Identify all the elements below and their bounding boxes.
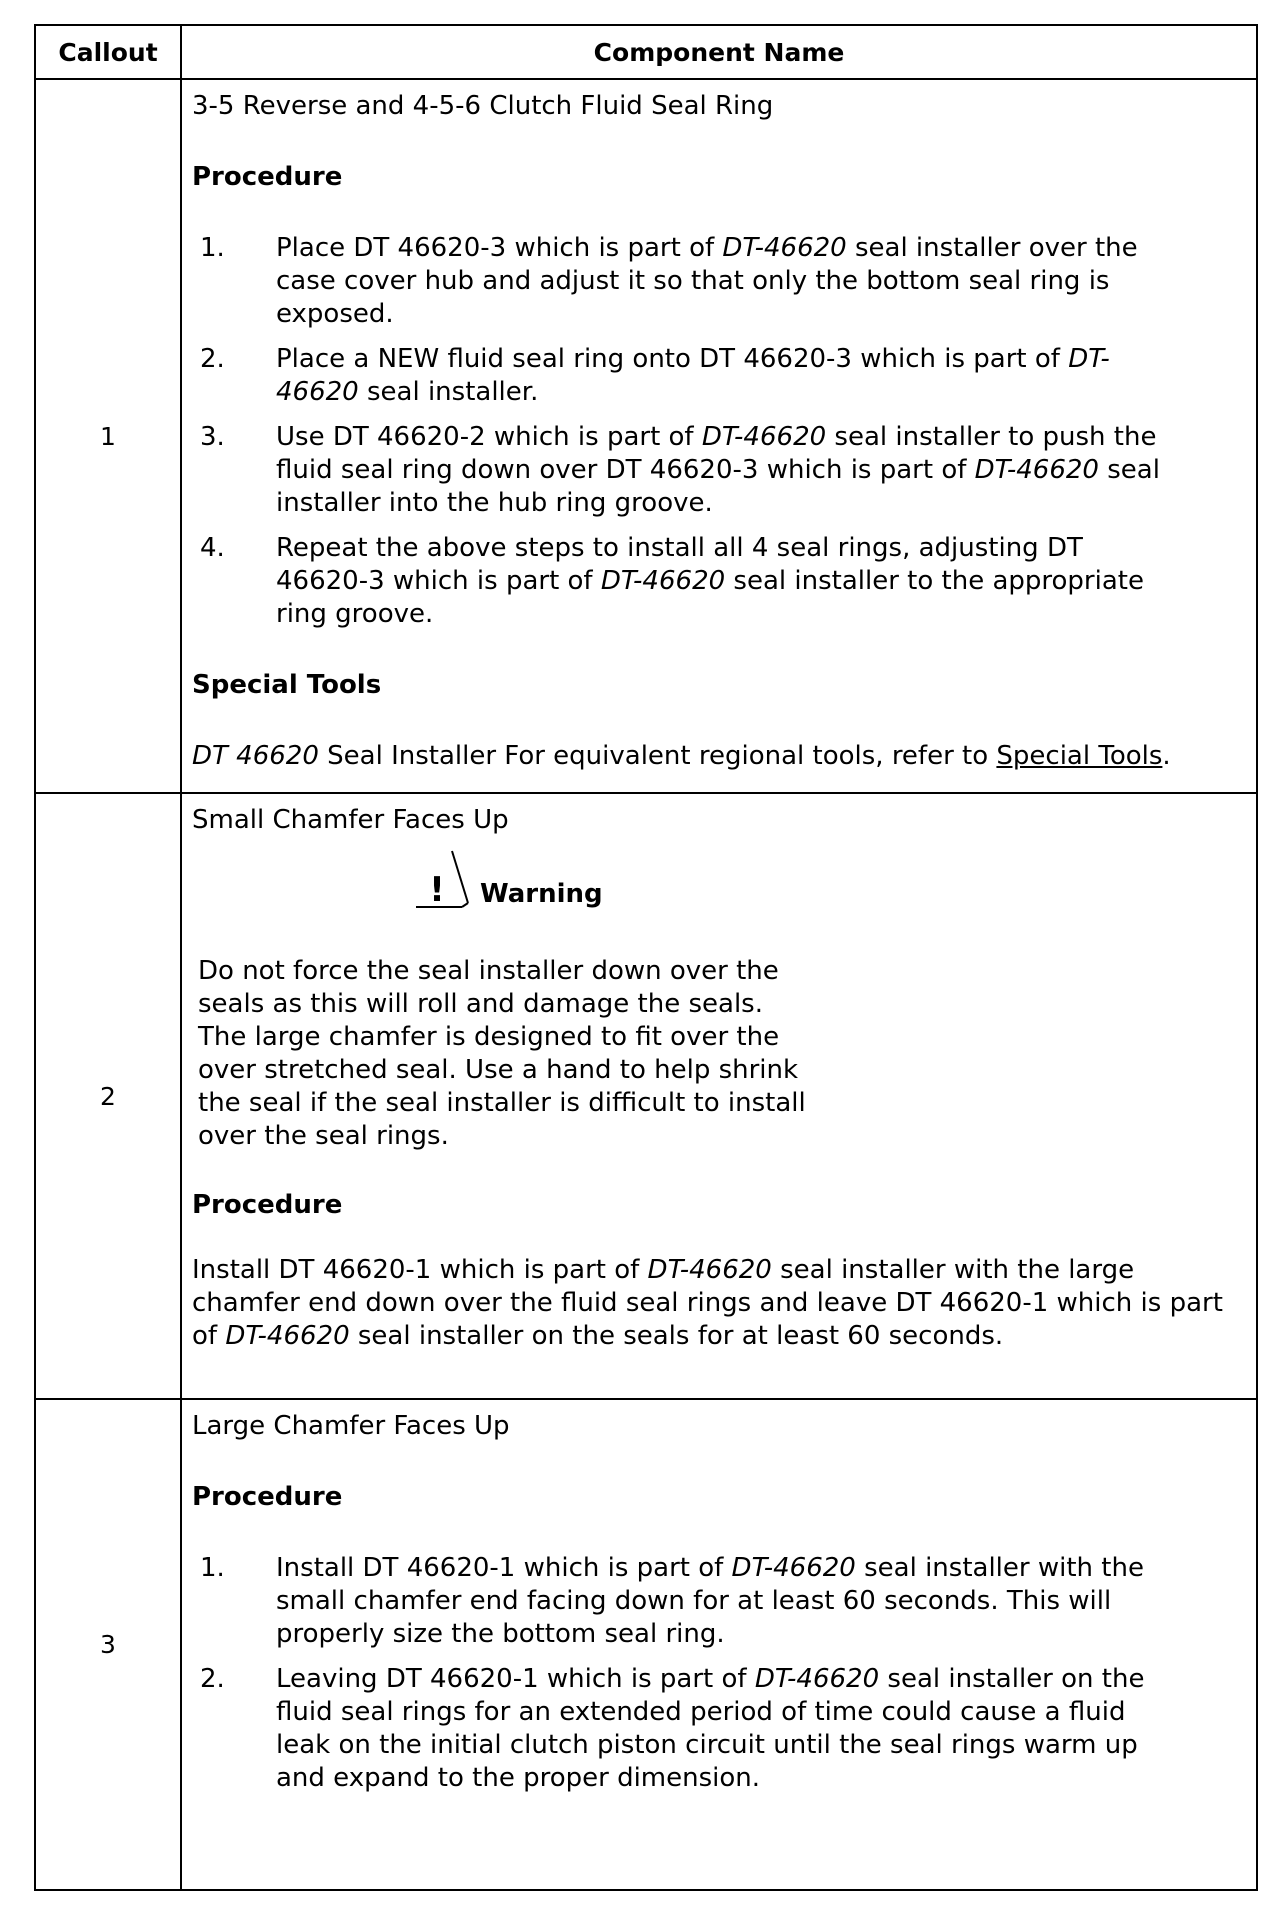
- callout-number: 3: [35, 1399, 181, 1890]
- component-cell: [181, 793, 1257, 1399]
- tool-reference: DT-46620: [974, 455, 1099, 485]
- step-number: 3.: [200, 422, 225, 452]
- warning-text: Do not force the seal installer down over the seals as this will roll and damage the seals. The large chamfer is designed to fit over the over stretched seal. Use a hand to help shrink the seal if the seal installer is difficult to install over the seal rings.: [198, 956, 806, 1151]
- component-title: 3-5 Reverse and 4-5-6 Clutch Fluid Seal Ring: [192, 91, 774, 121]
- warning-icon: [412, 849, 470, 911]
- procedure-heading: Procedure: [192, 162, 343, 192]
- step-text: Use DT 46620-2 which is part of DT-46620 seal installer to push the fluid seal ring down over DT 46620-3 which is part of DT-46620 seal installer into the hub ring groove.: [276, 422, 1160, 518]
- component-name-header: Component Name: [181, 25, 1257, 79]
- tool-reference: DT-46620: [225, 1321, 350, 1351]
- list-item: [192, 532, 1244, 631]
- tool-reference: DT-46620: [731, 1553, 856, 1583]
- procedure-steps: [192, 232, 1244, 631]
- special-tools-text: DT 46620 Seal Installer For equivalent regional tools, refer to Special Tools.: [192, 741, 1171, 771]
- warning-header: [412, 849, 1244, 911]
- procedure-heading: Procedure: [192, 1482, 343, 1512]
- special-tool-name: DT 46620: [192, 741, 319, 771]
- callout-number: 1: [35, 79, 181, 793]
- table-header-row: [35, 25, 1257, 79]
- special-tools-link[interactable]: Special Tools: [996, 741, 1163, 771]
- table-row: [35, 79, 1257, 793]
- list-item: [192, 1552, 1244, 1651]
- list-item: [192, 421, 1244, 520]
- tool-reference: DT-46620: [276, 344, 1110, 407]
- table-row: [35, 1399, 1257, 1890]
- component-title: Large Chamfer Faces Up: [192, 1411, 510, 1441]
- table-row: [35, 793, 1257, 1399]
- tool-reference: DT-46620: [754, 1664, 880, 1694]
- step-text: Repeat the above steps to install all 4 seal rings, adjusting DT 46620-3 which is part of DT-46620 seal installer to the appropriate ring groove.: [276, 533, 1144, 629]
- callout-header: Callout: [35, 25, 181, 79]
- step-text: Place DT 46620-3 which is part of DT-46620 seal installer over the case cover hub and adjust it so that only the bottom seal ring is exposed.: [276, 233, 1138, 329]
- list-item: [192, 232, 1244, 331]
- warning-label: Warning: [480, 879, 603, 909]
- step-text: Leaving DT 46620-1 which is part of DT-46620 seal installer on the fluid seal rings for an extended period of time could cause a fluid leak on the initial clutch piston circuit until the seal rings warm up and expand to the proper dimension.: [276, 1664, 1145, 1793]
- procedure-heading: Procedure: [192, 1190, 343, 1220]
- component-cell: [181, 1399, 1257, 1890]
- step-text: Install DT 46620-1 which is part of DT-46620 seal installer with the small chamfer end facing down for at least 60 seconds. This will properly size the bottom seal ring.: [276, 1553, 1144, 1649]
- step-number: 2.: [200, 344, 225, 374]
- list-item: [192, 1663, 1244, 1795]
- special-tools-heading: Special Tools: [192, 670, 382, 700]
- tool-reference: DT-46620: [701, 422, 827, 452]
- procedure-text: Install DT 46620-1 which is part of DT-46620 seal installer with the large chamfer end down over the fluid seal rings and leave DT 46620-1 which is part of DT-46620 seal installer on the seals for at least 60 seconds.: [192, 1255, 1223, 1351]
- step-number: 1.: [200, 233, 225, 263]
- tool-reference: DT-46620: [647, 1255, 772, 1285]
- step-text: Place a NEW fluid seal ring onto DT 46620-3 which is part of DT-46620 seal installer.: [276, 344, 1110, 407]
- component-cell: [181, 79, 1257, 793]
- step-number: 1.: [200, 1553, 225, 1583]
- step-number: 2.: [200, 1664, 225, 1694]
- tool-reference: DT-46620: [600, 566, 726, 596]
- callout-table: [34, 24, 1258, 1891]
- tool-reference: DT-46620: [722, 233, 847, 263]
- procedure-steps: [192, 1552, 1244, 1795]
- step-number: 4.: [200, 533, 225, 563]
- svg-text:!: !: [429, 870, 445, 910]
- list-item: [192, 343, 1244, 409]
- component-title: Small Chamfer Faces Up: [192, 805, 509, 835]
- callout-number: 2: [35, 793, 181, 1399]
